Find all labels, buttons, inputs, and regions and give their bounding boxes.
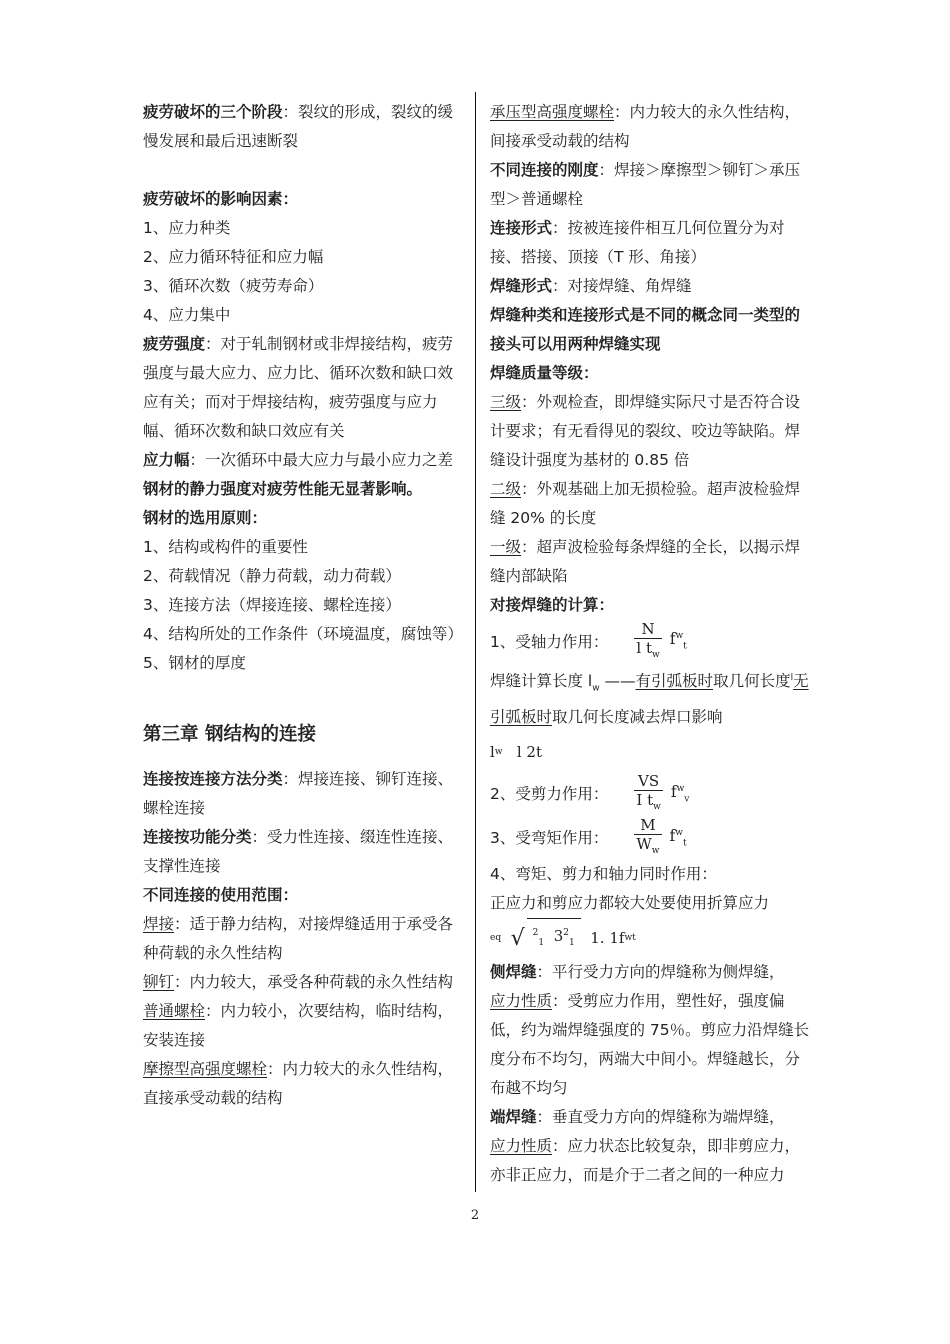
calc-len-a-sub: w [592, 683, 600, 694]
stress-amp-text: ：一次循环中最大应力与最小应力之差 [189, 451, 454, 469]
list-item: 4、结构所处的工作条件（环境温度，腐蚀等） [143, 625, 463, 643]
fraction [634, 816, 661, 860]
grade-text: ：外观检查，即焊缝实际尺寸是否符合设计要求；有无看得见的裂纹、咬边等缺陷。焊缝设计强度为基材的 0.85 倍 [490, 393, 801, 469]
fatigue-strength-text: ：对于轧制钢材或非焊接结构，疲劳强度与最大应力、应力比、循环次数和缺口效应有关；而对于焊接结构，疲劳强度与应力幅、循环次数和缺口效应有关 [143, 335, 454, 440]
scope-text: ：内力较大的永久性结构，直接承受动载的结构 [143, 1060, 454, 1107]
formula-sub: w [494, 746, 503, 757]
scope-item [143, 997, 465, 1055]
side-weld [490, 958, 812, 987]
scope-text: ：内力较小，次要结构，临时结构，安装连接 [143, 1002, 454, 1049]
stiffness [490, 156, 812, 214]
den-sub: w [653, 802, 661, 813]
eq-sup-a: 2 [532, 928, 539, 939]
f-symbol: f [669, 826, 676, 845]
end-weld [490, 1103, 812, 1132]
scope-item [143, 1055, 465, 1113]
bearing-bolt-term: 承压型高强度螺栓 [490, 103, 615, 121]
denominator [634, 790, 662, 816]
equivalent-stress-formula [490, 918, 812, 958]
fatigue-stages-title: 疲劳破坏的三个阶段 [143, 103, 283, 121]
end-prop-text: ：应力状态比较复杂，即非剪应力，亦非正应力，而是介于二者之间的一种应力 [490, 1137, 801, 1185]
selection-heading [143, 504, 465, 533]
denominator [634, 834, 661, 860]
case-label: 3、受弯矩作用： [490, 828, 609, 847]
butt-calc-heading [490, 591, 812, 620]
scope-heading [143, 881, 465, 910]
case4-label: 4、弯矩、剪力和轴力同时作用： [490, 865, 717, 884]
side-weld-title: 侧焊缝 [490, 963, 537, 982]
numerator: M [640, 816, 656, 835]
grade-3 [490, 388, 812, 475]
list-item: 5、钢材的厚度 [143, 654, 246, 672]
side-weld-property [490, 987, 812, 1103]
list-item: 3、连接方法（焊接连接、螺栓连接） [143, 596, 401, 614]
grade-term: 一级 [490, 538, 522, 556]
colon: ： [583, 364, 599, 382]
f-sub: t [682, 837, 687, 848]
weld-form [490, 272, 812, 301]
eq-rhs-sub: t [632, 932, 636, 943]
list-item: 3、循环次数（疲劳寿命） [143, 277, 324, 295]
list-item: 4、应力集中 [143, 306, 231, 324]
scope-term: 铆钉 [143, 973, 175, 991]
side-weld-text: ：平行受力方向的焊缝称为侧焊缝， [536, 963, 785, 982]
eq-sub: eq [490, 932, 502, 943]
end-prop-term: 应力性质 [490, 1137, 553, 1156]
stress-amp-title: 应力幅 [143, 451, 190, 469]
den-text: I t [636, 791, 654, 810]
fraction [634, 620, 661, 664]
calc-len-c: 取几何长度 [713, 672, 791, 691]
design-strength [670, 622, 687, 661]
quality-title: 焊缝质量等级 [490, 364, 584, 382]
conn-func-text: ：受力性连接、缀连性连接、支撑性连接 [143, 828, 454, 875]
fatigue-factors-title: 疲劳破坏的影响因素 [143, 190, 283, 208]
eq-sup-b: 2 [563, 928, 569, 939]
formula-rest: l 2t [516, 742, 542, 761]
calc-len-d: l [790, 673, 794, 683]
den-sub: w [651, 650, 660, 660]
page-number: 2 [470, 1208, 480, 1223]
list-item: 2、荷载情况（静力荷载，动力荷载） [143, 567, 401, 585]
fraction [634, 772, 662, 816]
bearing-bolt [490, 98, 812, 156]
stress-amplitude [143, 446, 465, 475]
f-sup: w [675, 631, 684, 642]
weld-form-title: 焊缝形式 [490, 277, 553, 295]
grade-term: 三级 [490, 393, 522, 411]
bearing-bolt-text: ：内力较大的永久性结构，间接承受动载的结构 [490, 103, 801, 150]
connection-method [143, 765, 465, 823]
calc-length-formula [490, 732, 812, 772]
grade-1 [490, 533, 812, 591]
grade-term: 二级 [490, 480, 522, 498]
sqrt-body [527, 918, 581, 958]
fatigue-stages [143, 98, 465, 156]
numerator: VS [638, 772, 660, 791]
form-text: ：按被连接件相互几何位置分为对接、搭接、顶接（T 形、角接） [490, 219, 785, 266]
den-text: l t [636, 639, 652, 657]
eq-rhs: 1. 1f [590, 928, 625, 947]
design-strength [671, 775, 690, 814]
calc-len-b: 有引弧板时 [635, 672, 714, 691]
connection-function [143, 823, 465, 881]
den-text: W [636, 835, 652, 854]
conn-method-text: ：焊接连接、铆钉连接、螺栓连接 [143, 770, 454, 817]
scope-text: ：内力较大，承受各种荷载的永久性结构 [174, 973, 454, 991]
fatigue-strength [143, 330, 465, 446]
eq-mid: 3 [553, 927, 564, 946]
end-weld-property [490, 1132, 812, 1190]
calc-len-a: 焊缝计算长度 l [490, 672, 593, 691]
formula-shear [490, 772, 812, 816]
weld-concept: 焊缝种类和连接形式是不同的概念同一类型的接头可以用两种焊缝实现 [490, 306, 801, 353]
calc-len-e: 无引弧板时 [490, 672, 809, 727]
f-symbol: f [669, 630, 676, 649]
fatigue-strength-title: 疲劳强度 [143, 335, 206, 353]
scope-term: 普通螺栓 [143, 1002, 206, 1020]
stiffness-title: 不同连接的刚度 [490, 161, 599, 179]
side-prop-term: 应力性质 [490, 992, 553, 1011]
f-sup: w [676, 783, 685, 794]
stiffness-text: ：焊接＞摩擦型＞铆钉＞承压型＞普通螺栓 [490, 161, 801, 208]
den-sub: w [651, 846, 660, 857]
formula-l: l [490, 742, 495, 761]
selection-title: 钢材的选用原则 [143, 509, 252, 527]
scope-text: ：适于静力结构，对接焊缝适用于承受各种荷载的永久性结构 [143, 915, 454, 962]
conn-method-title: 连接按连接方法分类 [143, 770, 283, 788]
grade-2 [490, 475, 812, 533]
form-title: 连接形式 [490, 219, 553, 237]
grade-text: ：超声波检验每条焊缝的全长，以揭示焊缝内部缺陷 [490, 538, 801, 585]
numerator: N [641, 620, 655, 638]
list-item: 1、结构或构件的重要性 [143, 538, 308, 556]
fatigue-factors-heading [143, 185, 465, 214]
design-strength [670, 819, 687, 858]
column-divider [475, 92, 476, 1192]
scope-item [143, 968, 465, 997]
scope-term: 焊接 [143, 915, 175, 933]
case4-text: 正应力和剪应力都较大处要使用折算应力 [490, 894, 770, 913]
list-item: 1、应力种类 [143, 219, 231, 237]
scope-title: 不同连接的使用范围 [143, 886, 283, 904]
colon: ： [251, 509, 268, 527]
list-item: 2、应力循环特征和应力幅 [143, 248, 324, 266]
end-weld-title: 端焊缝 [490, 1108, 537, 1127]
calc-len-dash: —— [604, 672, 636, 691]
f-sub: v [684, 793, 690, 804]
connection-form [490, 214, 812, 272]
f-symbol: f [670, 782, 677, 801]
colon: ： [282, 886, 299, 904]
end-weld-text: ：垂直受力方向的焊缝称为端焊缝， [536, 1108, 785, 1127]
calc-length [490, 664, 812, 732]
scope-term: 摩擦型高强度螺栓 [143, 1060, 268, 1078]
sqrt-icon: √ [510, 925, 525, 951]
case-label: 2、受剪力作用： [490, 784, 609, 803]
static-strength-note: 钢材的静力强度对疲劳性能无显著影响。 [143, 480, 423, 498]
formula-axial [490, 620, 812, 664]
left-column [143, 98, 465, 1113]
denominator [634, 638, 661, 664]
quality-heading [490, 359, 812, 388]
grade-text: ：外观基础上加无损检验。超声波检验焊缝 20% 的长度 [490, 480, 801, 527]
weld-form-text: ：对接焊缝、角焊缝 [552, 277, 692, 295]
chapter-title: 第三章 钢结构的连接 [143, 724, 316, 745]
side-prop-text: ：受剪应力作用，塑性好，强度偏低，约为端焊缝强度的 75％。剪应力沿焊缝长度分布不均匀，两端大中间小。焊缝越长，分布越不均匀 [490, 992, 810, 1098]
eq-sub-a: 1 [538, 938, 545, 949]
colon: ： [598, 596, 615, 614]
case-label: 1、受轴力作用： [490, 632, 609, 651]
fatigue-stages-text: ：裂纹的形成，裂纹的缓慢发展和最后迅速断裂 [143, 103, 454, 150]
f-sub: t [683, 641, 687, 652]
butt-calc-title: 对接焊缝的计算 [490, 596, 599, 614]
calc-len-f: 取几何长度减去焊口影响 [552, 708, 723, 727]
f-sup: w [675, 827, 683, 838]
scope-item [143, 910, 465, 968]
conn-func-title: 连接按功能分类 [143, 828, 252, 846]
eq-rhs-sup: w [624, 932, 633, 943]
formula-moment [490, 816, 812, 860]
eq-sub-b: 1 [568, 938, 575, 949]
colon: ： [282, 190, 299, 208]
right-column [490, 98, 812, 1190]
